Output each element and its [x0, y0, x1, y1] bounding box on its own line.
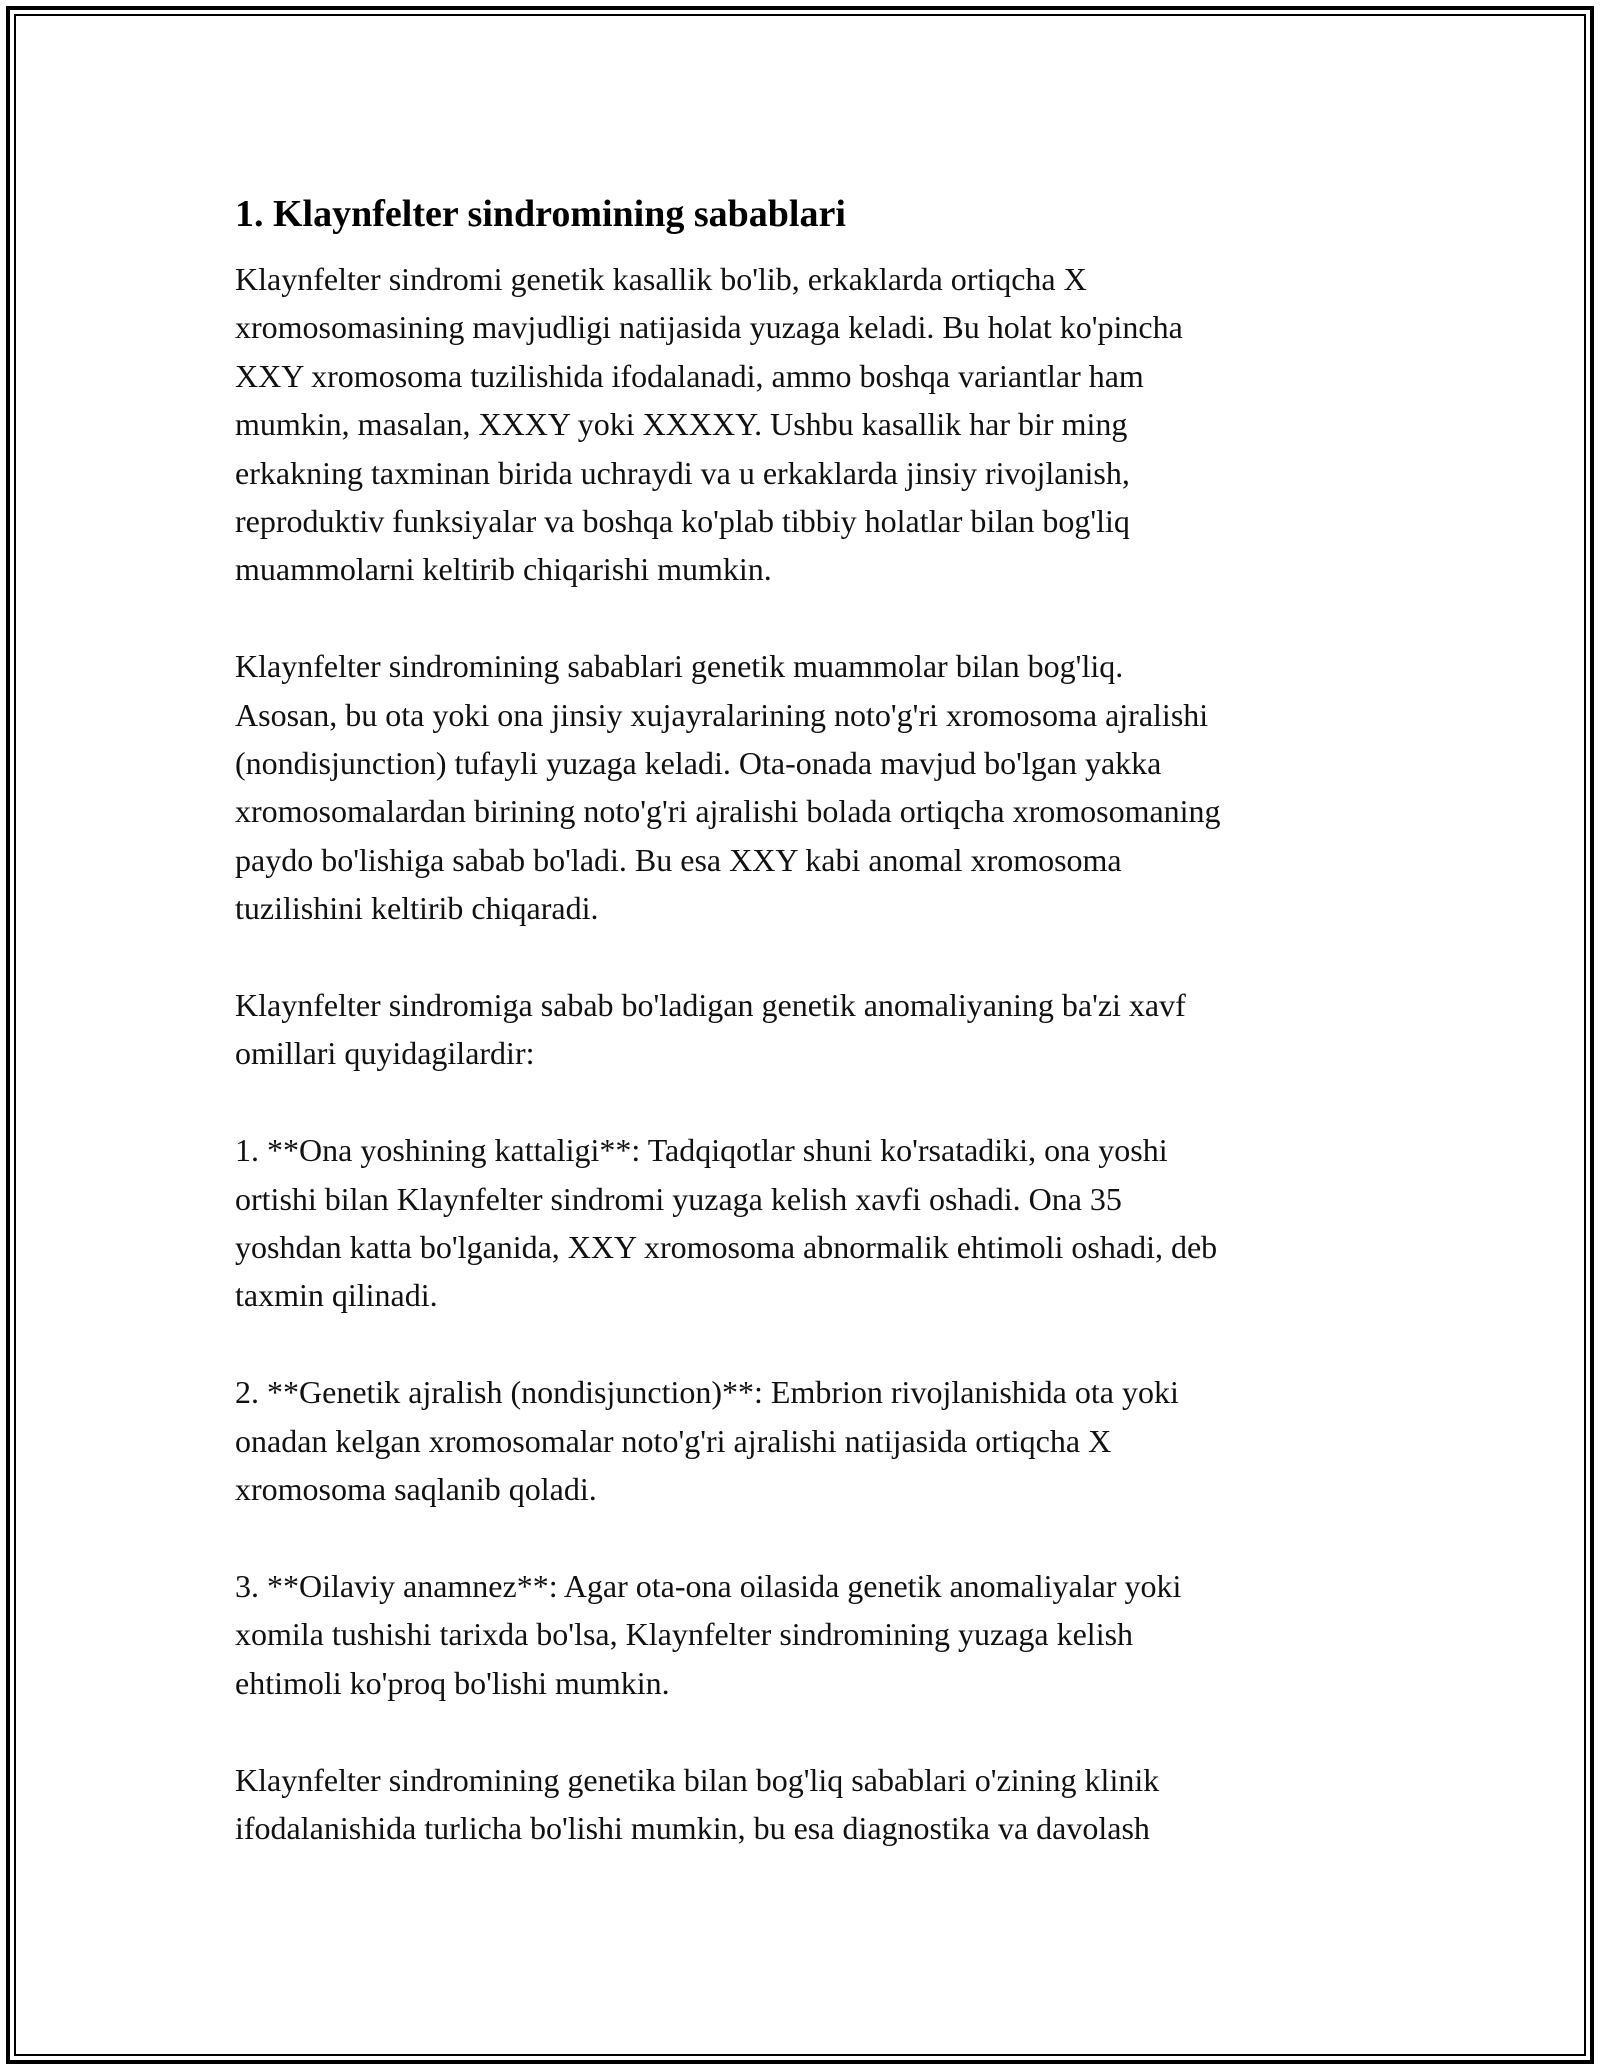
paragraph-causes: Klaynfelter sindromining sabablari genetik muammolar bilan bog'liq. Asosan, bu ota yoki ona jinsiy xujayralarining noto'g'ri xromosoma ajralishi (nondisjunction) tufayli yuzaga keladi. Ota-onada mavjud bo'lgan yakka xromosomalardan birining noto'g'ri ajralishi bolada ortiqcha xromosomaning paydo bo'lishiga sabab bo'ladi. Bu esa XXY kabi anomal xromosoma tuzilishini keltirib chiqaradi. [235, 648, 1221, 927]
list-item-maternal-age: 1. **Ona yoshining kattaligi**: Tadqiqotlar shuni ko'rsatadiki, ona yoshi ortishi bilan Klaynfelter sindromi yuzaga kelish xavfi oshadi. Ona 35 yoshdan katta bo'lganida, XXY xromosoma abnormalik ehtimoli oshadi, deb taxmin qilinadi. [235, 1132, 1218, 1314]
paragraph-conclusion: Klaynfelter sindromining genetika bilan bog'liq sabablari o'zining klinik ifodalanishida turlicha bo'lishi mumkin, bu esa diagnostika va davolash [235, 1761, 1160, 1846]
paragraph-intro: Klaynfelter sindromi genetik kasallik bo'lib, erkaklarda ortiqcha X xromosomasining mavjudligi natijasida yuzaga keladi. Bu holat ko'pincha XXY xromosoma tuzilishida ifodalanadi, ammo boshqa variantlar ham mumkin, masalan, XXXY yoki XXXXY. Ushbu kasallik har bir ming erkakning taxminan birida uchraydi va u erkaklarda jinsiy rivojlanish, reproduktiv funksiyalar va boshqa ko'plab tibbiy holatlar bilan bog'liq muammolarni keltirib chiqarishi mumkin. [235, 261, 1183, 588]
paragraph-spacer [235, 1078, 1375, 1126]
paragraph-spacer [235, 1707, 1375, 1755]
paragraph-spacer [235, 594, 1375, 642]
document-body [235, 188, 1375, 1852]
list-item-nondisjunction: 2. **Genetik ajralish (nondisjunction)**: Embrion rivojlanishida ota yoki onadan kelgan xromosomalar noto'g'ri ajralishi natijasida ortiqcha X xromosoma saqlanib qoladi. [235, 1374, 1179, 1508]
paragraph-spacer [235, 1320, 1375, 1368]
paragraph-spacer [235, 1514, 1375, 1562]
paragraph-spacer [235, 933, 1375, 981]
section-heading: 1. Klaynfelter sindromining sabablari [235, 193, 846, 235]
paragraph-risk-factors-intro: Klaynfelter sindromiga sabab bo'ladigan genetik anomaliyaning ba'zi xavf omillari quyidagilardir: [235, 987, 1186, 1072]
list-item-family-history: 3. **Oilaviy anamnez**: Agar ota-ona oilasida genetik anomaliyalar yoki xomila tushishi tarixda bo'lsa, Klaynfelter sindromining yuzaga kelish ehtimoli ko'proq bo'lishi mumkin. [235, 1567, 1182, 1701]
